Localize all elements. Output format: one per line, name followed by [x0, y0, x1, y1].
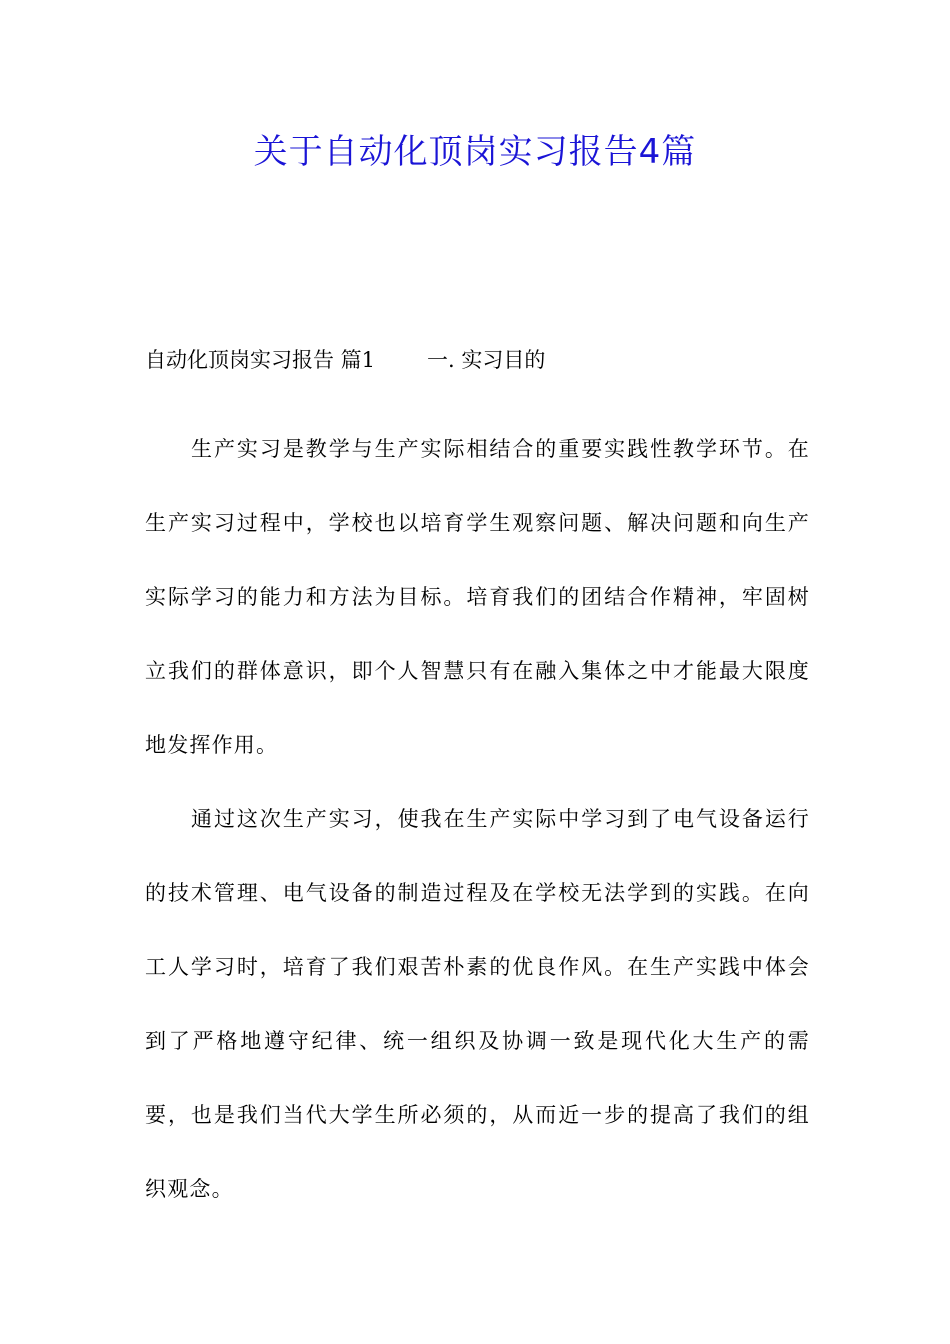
paragraph-2: 通过这次生产实习，使我在生产实际中学习到了电气设备运行的技术管理、电气设备的制造过程及在学校无法学到的实践。在向工人学习时，培育了我们艰苦朴素的优良作风。在生产实践中体会到了严格地遵守纪律、统一组织及协调一致是现代化大生产的需要，也是我们当代大学生所必须的，从而近一步的提高了我们的组织观念。: [145, 807, 810, 1201]
document-title: 关于自动化顶岗实习报告4篇: [253, 132, 697, 172]
section-label: 自动化顶岗实习报告 篇1: [145, 348, 376, 372]
document-body: [145, 338, 810, 1226]
section-heading: [145, 338, 810, 382]
section-subtitle: 一. 实习目的: [427, 348, 546, 372]
paragraph-1: 生产实习是教学与生产实际相结合的重要实践性教学环节。在生产实习过程中，学校也以培育学生观察问题、解决问题和向生产实际学习的能力和方法为目标。培育我们的团结合作精神，牢固树立我们的群体意识，即个人智慧只有在融入集体之中才能最大限度地发挥作用。: [145, 437, 810, 757]
